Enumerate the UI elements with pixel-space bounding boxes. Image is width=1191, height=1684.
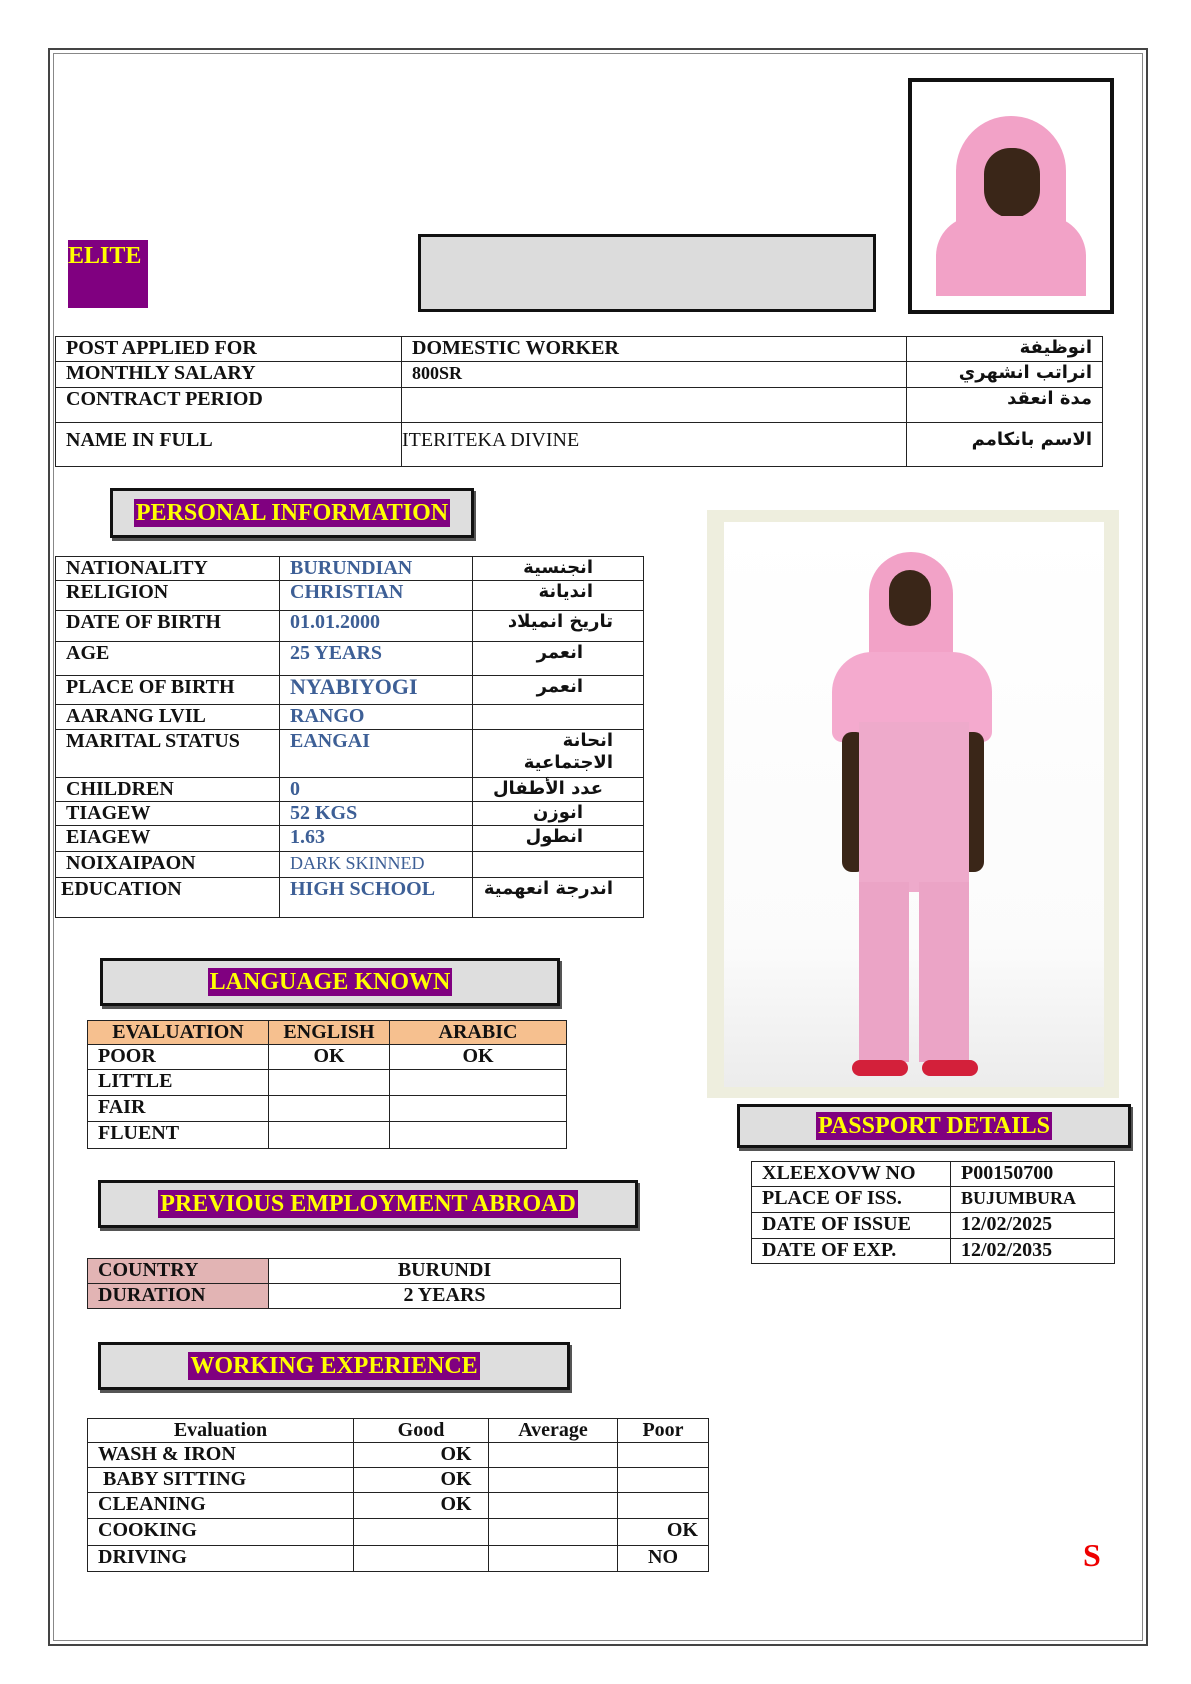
marital-label: MARITAL STATUS	[56, 730, 280, 778]
prev-duration-label: DURATION	[88, 1284, 269, 1309]
working-experience-table	[87, 1418, 709, 1572]
lang-level: FLUENT	[88, 1122, 269, 1149]
full-body-photo	[707, 510, 1119, 1098]
exp-task: DRIVING	[88, 1546, 354, 1572]
rank-value: RANGO	[280, 705, 473, 730]
rank-label: AARANG LVIL	[56, 705, 280, 730]
dob-arabic: تاريخ انميلاد	[473, 611, 644, 642]
nationality-value: BURUNDIAN	[280, 557, 473, 581]
contract-arabic: مدة انعقد	[907, 388, 1103, 423]
exp-poor	[618, 1443, 709, 1468]
lang-level: POOR	[88, 1045, 269, 1070]
exp-good	[354, 1519, 489, 1546]
complexion-value: DARK SKINNED	[280, 852, 473, 878]
exp-average	[489, 1468, 618, 1493]
lang-english	[269, 1122, 390, 1149]
age-label: AGE	[56, 642, 280, 676]
lang-english: OK	[269, 1045, 390, 1070]
footer-mark: S	[1083, 1537, 1101, 1573]
exp-header-good: Good	[354, 1419, 489, 1443]
passport-place-label: PLACE OF ISS.	[752, 1187, 951, 1213]
salary-arabic: انراتب انشهري	[907, 362, 1103, 388]
name-value: ITERITEKA DIVINE	[402, 423, 907, 467]
language-title: LANGUAGE KNOWN	[209, 969, 451, 996]
working-experience-header	[98, 1342, 570, 1390]
passport-title: PASSPORT DETAILS	[818, 1113, 1050, 1140]
contract-label: CONTRACT PERIOD	[56, 388, 402, 423]
pob-label: PLACE OF BIRTH	[56, 676, 280, 705]
post-arabic: انوظيفة	[907, 337, 1103, 362]
marital-value: EANGAI	[280, 730, 473, 778]
post-value: DOMESTIC WORKER	[402, 337, 907, 362]
passport-no-label: XLEEXOVW NO	[752, 1162, 951, 1187]
personal-info-table	[55, 556, 644, 918]
exp-task: CLEANING	[88, 1493, 354, 1519]
lang-english	[269, 1070, 390, 1096]
exp-good: OK	[354, 1443, 489, 1468]
exp-average	[489, 1493, 618, 1519]
language-table	[87, 1020, 567, 1149]
prev-duration-value: 2 YEARS	[269, 1284, 621, 1309]
exp-task: WASH & IRON	[88, 1443, 354, 1468]
previous-employment-table	[87, 1258, 621, 1309]
weight-arabic: انوزن	[473, 802, 644, 826]
previous-employment-title: PREVIOUS EMPLOYMENT ABROAD	[160, 1191, 576, 1218]
headshot-photo	[908, 78, 1114, 314]
exp-average	[489, 1443, 618, 1468]
contract-value	[402, 388, 907, 423]
lang-arabic	[390, 1070, 567, 1096]
passport-header	[737, 1104, 1131, 1148]
exp-header-evaluation: Evaluation	[88, 1419, 354, 1443]
personal-info-title: PERSONAL INFORMATION	[135, 500, 449, 527]
passport-issue-value: 12/02/2025	[951, 1213, 1115, 1239]
exp-poor: OK	[618, 1519, 709, 1546]
children-arabic: عدد الأطفال	[473, 778, 644, 802]
nationality-arabic: انجنسية	[473, 557, 644, 581]
prev-country-value: BURUNDI	[269, 1259, 621, 1284]
exp-poor	[618, 1493, 709, 1519]
top-info-table	[55, 336, 1103, 467]
passport-issue-label: DATE OF ISSUE	[752, 1213, 951, 1239]
exp-average	[489, 1546, 618, 1572]
education-arabic: اندرجة انعهمية	[473, 878, 644, 918]
salary-value: 800SR	[402, 362, 907, 388]
exp-good: OK	[354, 1493, 489, 1519]
height-label: EIAGEW	[56, 826, 280, 852]
exp-header-poor: Poor	[618, 1419, 709, 1443]
language-header	[100, 958, 560, 1006]
lang-arabic: OK	[390, 1045, 567, 1070]
lang-english	[269, 1096, 390, 1122]
height-value: 1.63	[280, 826, 473, 852]
marital-arabic: انحانة الاجتماعية	[473, 730, 644, 778]
passport-place-value: BUJUMBURA	[951, 1187, 1115, 1213]
education-label: EDUCATION	[56, 878, 280, 918]
height-arabic: انطول	[473, 826, 644, 852]
pob-arabic: انعمر	[473, 676, 644, 705]
weight-value: 52 KGS	[280, 802, 473, 826]
age-value: 25 YEARS	[280, 642, 473, 676]
exp-good	[354, 1546, 489, 1572]
complexion-arabic	[473, 852, 644, 878]
children-value: 0	[280, 778, 473, 802]
lang-level: FAIR	[88, 1096, 269, 1122]
agency-logo	[68, 240, 148, 308]
weight-label: TIAGEW	[56, 802, 280, 826]
previous-employment-header	[98, 1180, 638, 1228]
lang-header-evaluation: EVALUATION	[88, 1021, 269, 1045]
religion-value: CHRISTIAN	[280, 581, 473, 611]
personal-info-header	[110, 488, 474, 538]
name-label: NAME IN FULL	[56, 423, 402, 467]
name-arabic: الاسم بانكامم	[907, 423, 1103, 467]
exp-task: COOKING	[88, 1519, 354, 1546]
exp-header-average: Average	[489, 1419, 618, 1443]
pob-value: NYABIYOGI	[280, 676, 473, 705]
lang-header-english: ENGLISH	[269, 1021, 390, 1045]
exp-task: BABY SITTING	[88, 1468, 354, 1493]
lang-arabic	[390, 1096, 567, 1122]
age-arabic: انعمر	[473, 642, 644, 676]
lang-header-arabic: ARABIC	[390, 1021, 567, 1045]
working-experience-title: WORKING EXPERIENCE	[190, 1353, 478, 1380]
education-value: HIGH SCHOOL	[280, 878, 473, 918]
passport-table	[751, 1161, 1115, 1264]
religion-arabic: انديانة	[473, 581, 644, 611]
exp-poor: NO	[618, 1546, 709, 1572]
children-label: CHILDREN	[56, 778, 280, 802]
complexion-label: NOIXAIPAON	[56, 852, 280, 878]
blank-info-box	[418, 234, 876, 312]
religion-label: RELIGION	[56, 581, 280, 611]
agency-name: ELITE	[68, 243, 142, 269]
dob-label: DATE OF BIRTH	[56, 611, 280, 642]
prev-country-label: COUNTRY	[88, 1259, 269, 1284]
passport-no-value: P00150700	[951, 1162, 1115, 1187]
exp-average	[489, 1519, 618, 1546]
lang-level: LITTLE	[88, 1070, 269, 1096]
rank-arabic	[473, 705, 644, 730]
dob-value: 01.01.2000	[280, 611, 473, 642]
exp-good: OK	[354, 1468, 489, 1493]
exp-poor	[618, 1468, 709, 1493]
salary-label: MONTHLY SALARY	[56, 362, 402, 388]
nationality-label: NATIONALITY	[56, 557, 280, 581]
post-label: POST APPLIED FOR	[56, 337, 402, 362]
lang-arabic	[390, 1122, 567, 1149]
passport-exp-label: DATE OF EXP.	[752, 1239, 951, 1264]
passport-exp-value: 12/02/2035	[951, 1239, 1115, 1264]
